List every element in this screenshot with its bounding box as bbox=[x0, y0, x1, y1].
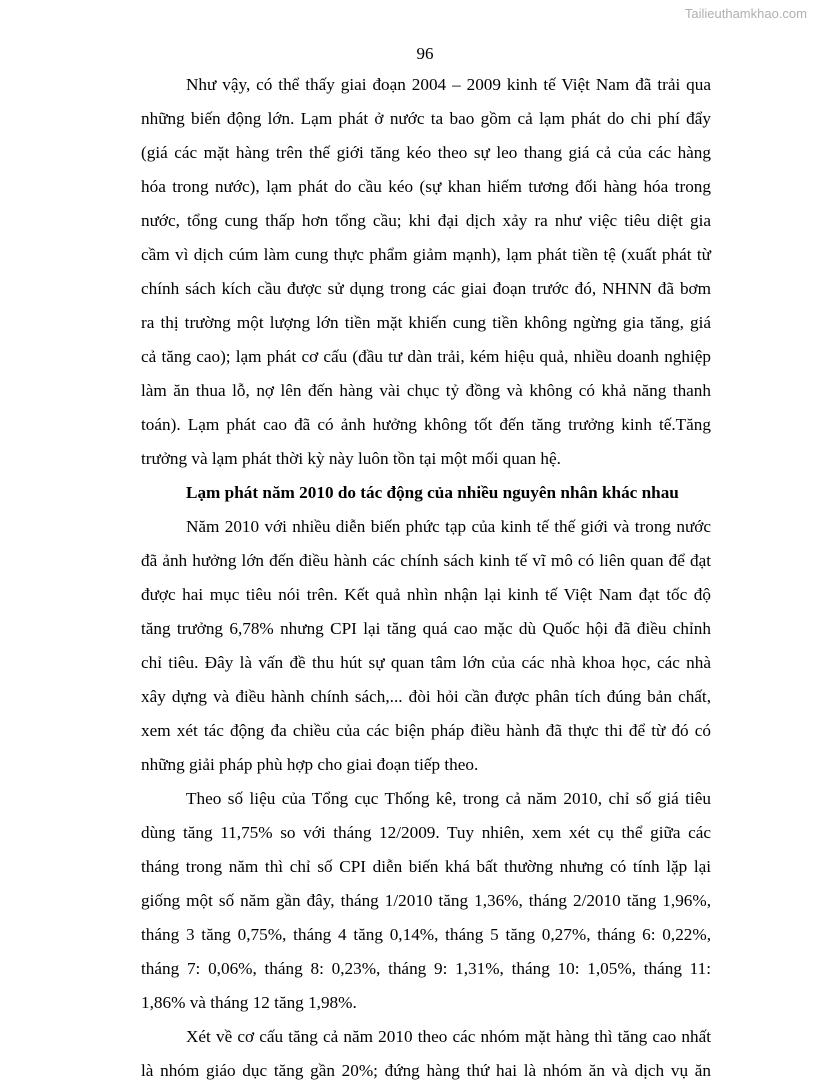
text-line: trưởng và lạm phát thời kỳ này luôn tồn tại một mối quan hệ. bbox=[141, 449, 561, 468]
text-line: Như vậy, có thể thấy giai đoạn 2004 – 2009 kinh tế Việt Nam đã trải qua bbox=[186, 75, 711, 94]
text-line: xây dựng và điều hành chính sách,... đòi hỏi cần được phân tích đúng bản chất, bbox=[141, 687, 711, 706]
text-line: làm ăn thua lỗ, nợ lên đến hàng vài chục tỷ đồng và không có khả năng thanh bbox=[141, 381, 711, 400]
text-line: tháng 3 tăng 0,75%, tháng 4 tăng 0,14%, tháng 5 tăng 0,27%, tháng 6: 0,22%, bbox=[141, 925, 711, 944]
paragraph bbox=[141, 510, 711, 782]
text-line: đã ảnh hưởng lớn đến điều hành các chính sách kinh tế vĩ mô có liên quan để đạt bbox=[141, 551, 711, 570]
text-line: tăng trưởng 6,78% nhưng CPI lại tăng quá cao mặc dù Quốc hội đã điều chỉnh bbox=[141, 619, 711, 638]
text-line: Năm 2010 với nhiều diễn biến phức tạp của kinh tế thế giới và trong nước bbox=[186, 517, 711, 536]
section-heading: Lạm phát năm 2010 do tác động của nhiều nguyên nhân khác nhau bbox=[186, 483, 679, 502]
text-line: nước, tổng cung thấp hơn tổng cầu; khi đại dịch xảy ra như việc tiêu diệt gia bbox=[141, 211, 711, 230]
text-line: chính sách kích cầu được sử dụng trong các giai đoạn trước đó, NHNN đã bơm bbox=[141, 279, 711, 298]
paragraph bbox=[141, 782, 711, 1020]
text-line: cả tăng cao); lạm phát cơ cấu (đầu tư dàn trải, kém hiệu quả, nhiều doanh nghiệp bbox=[141, 347, 711, 366]
text-line: tháng 7: 0,06%, tháng 8: 0,23%, tháng 9: 1,31%, tháng 10: 1,05%, tháng 11: bbox=[141, 959, 711, 978]
text-line: chỉ tiêu. Đây là vấn đề thu hút sự quan tâm lớn của các nhà khoa học, các nhà bbox=[141, 653, 711, 672]
text-line: giống một số năm gần đây, tháng 1/2010 tăng 1,36%, tháng 2/2010 tăng 1,96%, bbox=[141, 891, 711, 910]
page-number: 96 bbox=[416, 44, 434, 63]
text-line: (giá các mặt hàng trên thế giới tăng kéo theo sự leo thang giá cả của các hàng bbox=[141, 143, 711, 162]
text-line: là nhóm giáo dục tăng gần 20%; đứng hàng thứ hai là nhóm ăn và dịch vụ ăn bbox=[141, 1061, 711, 1080]
text-line: tháng trong năm thì chỉ số CPI diễn biến khá bất thường nhưng có tính lặp lại bbox=[141, 857, 711, 876]
text-line: ra thị trường một lượng lớn tiền mặt khiến cung tiền không ngừng gia tăng, giá bbox=[141, 313, 711, 332]
text-line: những biến động lớn. Lạm phát ở nước ta bao gồm cả lạm phát do chi phí đẩy bbox=[141, 109, 711, 128]
text-line: Theo số liệu của Tổng cục Thống kê, trong cả năm 2010, chỉ số giá tiêu bbox=[186, 789, 711, 808]
paragraph bbox=[141, 68, 711, 476]
text-line: Xét về cơ cấu tăng cả năm 2010 theo các nhóm mặt hàng thì tăng cao nhất bbox=[186, 1027, 711, 1046]
text-line: cầm vì dịch cúm làm cung thực phẩm giảm mạnh), lạm phát tiền tệ (xuất phát từ bbox=[141, 245, 711, 264]
text-line: 1,86% và tháng 12 tăng 1,98%. bbox=[141, 993, 357, 1012]
text-line: toán). Lạm phát cao đã có ảnh hưởng không tốt đến tăng trưởng kinh tế.Tăng bbox=[141, 415, 711, 434]
text-line: xem xét tác động đa chiều của các biện pháp điều hành đã thực thi để từ đó có bbox=[141, 721, 711, 740]
document-body bbox=[141, 68, 711, 1088]
paragraph bbox=[141, 1020, 711, 1088]
watermark: Tailieuthamkhao.com bbox=[684, 6, 807, 21]
text-line: dùng tăng 11,75% so với tháng 12/2009. Tuy nhiên, xem xét cụ thể giữa các bbox=[141, 823, 711, 842]
text-line: những giải pháp phù hợp cho giai đoạn tiếp theo. bbox=[141, 755, 479, 774]
text-line: được hai mục tiêu nói trên. Kết quả nhìn nhận lại kinh tế Việt Nam đạt tốc độ bbox=[141, 585, 711, 604]
text-line: hóa trong nước), lạm phát do cầu kéo (sự khan hiếm tương đối hàng hóa trong bbox=[141, 177, 711, 196]
